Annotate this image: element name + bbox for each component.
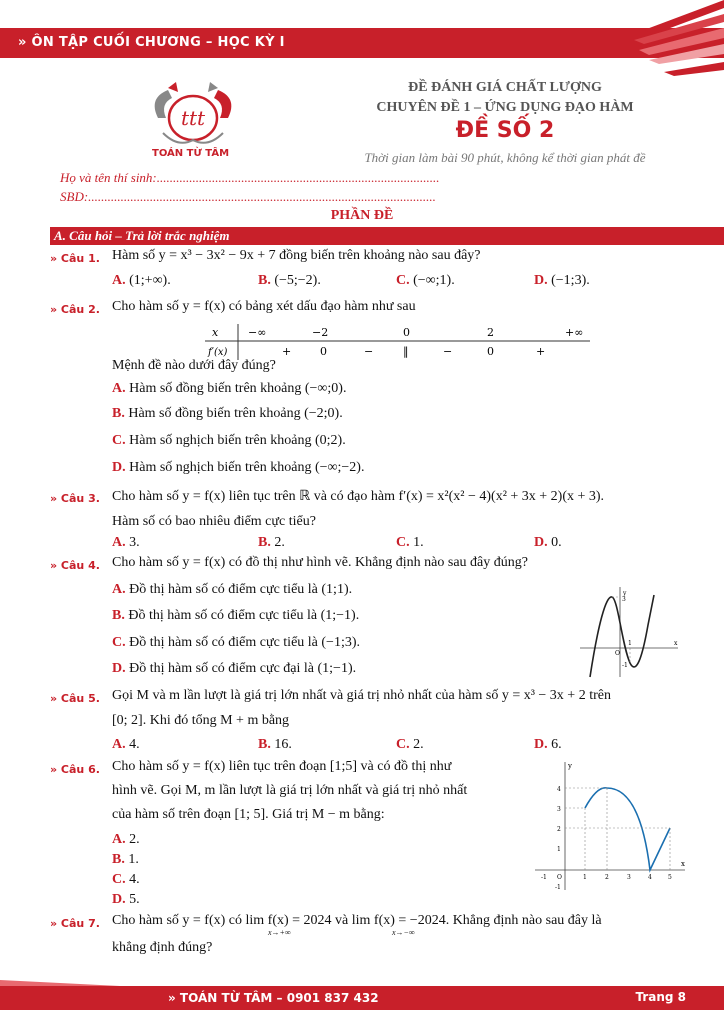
x-tick: 4 <box>648 874 652 881</box>
sign: + <box>536 345 546 358</box>
option-b: B. (−5;−2). <box>258 273 321 288</box>
x-value: −∞ <box>248 326 267 339</box>
option-c: C. 1. <box>396 535 424 550</box>
x-tick: 1 <box>583 874 587 881</box>
x-value: 2 <box>487 326 494 339</box>
option-b: B. 16. <box>258 737 292 752</box>
x-tick: 5 <box>668 874 672 881</box>
y-tick: 1 <box>557 846 561 853</box>
question-text: Cho hàm số y = f(x) liên tục trên đoạn [1;5] và có đồ thị như <box>112 759 452 774</box>
question-text: Cho hàm số y = f(x) có lim f(x) = 2024 và lim f(x) = −2024. Khẳng định nào sau đây là <box>112 913 602 928</box>
student-name-field: Họ và tên thí sinh:....................................................................................... <box>60 170 440 185</box>
axis-label-x: x <box>674 640 678 647</box>
option-d: D. Đồ thị hàm số có điểm cực đại là (1;−1). <box>112 661 357 676</box>
axis-label-y: y <box>568 762 572 770</box>
exam-title-line2: CHUYÊN ĐỀ 1 – ỨNG DỤNG ĐẠO HÀM <box>376 100 634 115</box>
limit-subscript: x→−∞ <box>392 928 415 937</box>
y-tick: -1 <box>555 884 561 891</box>
exam-title-line1: ĐỀ ĐÁNH GIÁ CHẤT LƯỢNG <box>408 80 602 95</box>
option-c: C. Đồ thị hàm số có điểm cực tiểu là (−1;3). <box>112 635 360 650</box>
axis-label-y: y <box>623 590 627 597</box>
cubic-graph <box>580 585 680 680</box>
question-label: » Câu 4. <box>50 559 100 572</box>
question-label: » Câu 5. <box>50 692 100 705</box>
question-text: Hàm số có bao nhiêu điểm cực tiểu? <box>112 514 316 529</box>
student-sbd-field: SBD:........................................................................................................... <box>60 189 436 204</box>
exam-time-note: Thời gian làm bài 90 phút, không kể thời gian phát đề <box>364 150 646 165</box>
origin-label: O <box>615 650 620 657</box>
sign: ‖ <box>403 345 409 358</box>
origin-label: O <box>557 874 562 881</box>
header-banner: » ÔN TẬP CUỐI CHƯƠNG – HỌC KỲ I <box>18 35 285 50</box>
table-row-label-x: x <box>212 326 219 339</box>
option-d: D. 0. <box>534 535 562 550</box>
option-c: C. Hàm số nghịch biến trên khoảng (0;2). <box>112 433 346 448</box>
option-c: C. 4. <box>112 872 140 887</box>
logo-text: TOÁN TỪ TÂM <box>152 148 230 159</box>
option-a: A. Đồ thị hàm số có điểm cực tiểu là (1;1). <box>112 582 353 597</box>
sign: 0 <box>487 345 494 358</box>
axis-label-x: x <box>681 860 685 868</box>
sign: + <box>282 345 292 358</box>
option-b: B. 2. <box>258 535 285 550</box>
question-text: Cho hàm số y = f(x) có bảng xét dấu đạo hàm như sau <box>112 299 416 314</box>
exam-number: ĐỀ SỐ 2 <box>455 118 555 143</box>
question-text: Mệnh đề nào dưới đây đúng? <box>112 358 276 373</box>
sign: 0 <box>320 345 327 358</box>
piecewise-graph <box>535 758 690 893</box>
x-tick: 3 <box>627 874 631 881</box>
question-text: Gọi M và m lần lượt là giá trị lớn nhất và giá trị nhỏ nhất của hàm số y = x³ − 3x + 2 trên <box>112 688 611 703</box>
x-tick: -1 <box>541 874 547 881</box>
option-a: A. (1;+∞). <box>112 273 171 288</box>
option-b: B. Hàm số đồng biến trên khoảng (−2;0). <box>112 406 343 421</box>
tick-label: -1 <box>622 662 628 669</box>
option-a: A. Hàm số đồng biến trên khoảng (−∞;0). <box>112 381 347 396</box>
option-d: D. (−1;3). <box>534 273 590 288</box>
y-tick: 2 <box>557 826 561 833</box>
option-b: B. 1. <box>112 852 139 867</box>
page-number: Trang 8 <box>635 990 686 1004</box>
tick-label: 3 <box>622 596 626 603</box>
question-label: » Câu 3. <box>50 492 100 505</box>
logo-mark: ttt <box>180 106 206 130</box>
x-tick: 2 <box>605 874 609 881</box>
sign: − <box>364 345 374 358</box>
question-text: Cho hàm số y = f(x) có đồ thị như hình vẽ. Khẳng định nào sau đây đúng? <box>112 555 528 570</box>
option-d: D. 5. <box>112 892 140 907</box>
option-a: A. 4. <box>112 737 140 752</box>
option-d: D. Hàm số nghịch biến trên khoảng (−∞;−2). <box>112 460 365 475</box>
y-tick: 4 <box>557 786 561 793</box>
tick-label: 1 <box>628 640 632 647</box>
limit-subscript: x→+∞ <box>268 928 291 937</box>
option-b: B. Đồ thị hàm số có điểm cực tiểu là (1;−1). <box>112 608 360 623</box>
question-text: của hàm số trên đoạn [1; 5]. Giá trị M − m bằng: <box>112 807 385 822</box>
option-c: C. (−∞;1). <box>396 273 455 288</box>
x-value: 0 <box>403 326 410 339</box>
question-label: » Câu 6. <box>50 763 100 776</box>
x-value: −2 <box>312 326 329 339</box>
section-a-bar: A. Câu hỏi – Trả lời trắc nghiệm <box>50 227 724 245</box>
sign-table <box>200 322 595 362</box>
question-label: » Câu 7. <box>50 917 100 930</box>
footer-contact: » TOÁN TỪ TÂM – 0901 837 432 <box>168 991 379 1005</box>
question-text: Hàm số y = x³ − 3x² − 9x + 7 đồng biến trên khoảng nào sau đây? <box>112 248 481 263</box>
question-text: khẳng định đúng? <box>112 940 213 955</box>
option-a: A. 2. <box>112 832 140 847</box>
x-value: +∞ <box>565 326 584 339</box>
option-a: A. 3. <box>112 535 140 550</box>
table-row-label-fprime: f′(x) <box>208 347 228 358</box>
question-text: hình vẽ. Gọi M, m lần lượt là giá trị lớn nhất và giá trị nhỏ nhất <box>112 783 468 798</box>
option-c: C. 2. <box>396 737 424 752</box>
question-label: » Câu 2. <box>50 303 100 316</box>
y-tick: 3 <box>557 806 561 813</box>
question-text: [0; 2]. Khi đó tổng M + m bằng <box>112 713 290 728</box>
sign: − <box>443 345 453 358</box>
header-stripes-decoration <box>614 0 724 90</box>
question-text: Cho hàm số y = f(x) liên tục trên ℝ và có đạo hàm f′(x) = x²(x² − 4)(x² + 3x + 2)(x + 3). <box>112 489 605 504</box>
section-heading: PHẦN ĐỀ <box>330 208 394 223</box>
question-label: » Câu 1. <box>50 252 100 265</box>
option-d: D. 6. <box>534 737 562 752</box>
